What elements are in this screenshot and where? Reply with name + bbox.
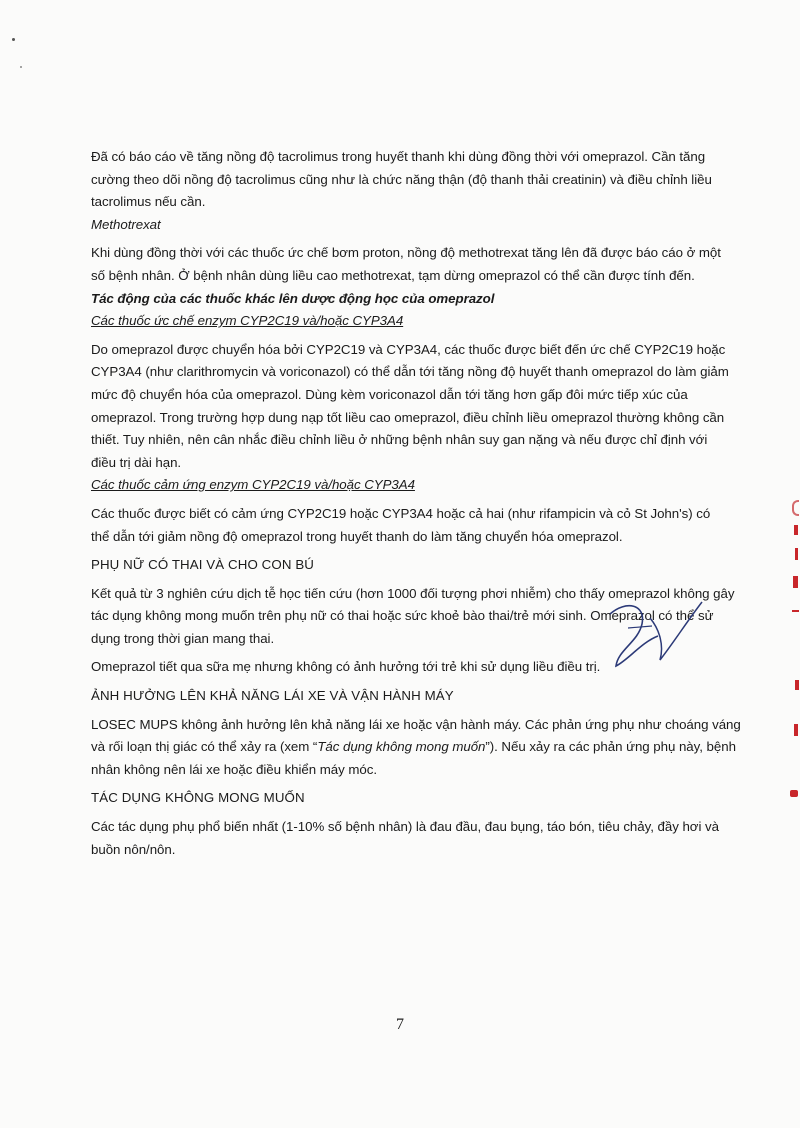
text-line: TÁC DỤNG KHÔNG MONG MUỐN bbox=[91, 790, 305, 806]
text-line: cường theo dõi nồng độ tacrolimus cũng như là chức năng thận (độ thanh thải creatinin) và điều chỉnh liều bbox=[91, 171, 712, 187]
section-heading bbox=[91, 554, 741, 577]
text-line: Các thuốc cảm ứng enzym CYP2C19 và/hoặc CYP3A4 bbox=[91, 477, 415, 493]
paragraph bbox=[91, 503, 741, 548]
paragraph bbox=[91, 339, 741, 475]
section-heading bbox=[91, 685, 741, 708]
text-line: Methotrexat bbox=[91, 216, 161, 232]
page-number: 7 bbox=[396, 1016, 404, 1033]
paragraph bbox=[91, 146, 741, 214]
stamp-edge-mark bbox=[790, 790, 798, 797]
text-line: PHỤ NỮ CÓ THAI VÀ CHO CON BÚ bbox=[91, 557, 314, 573]
text-line: CYP3A4 (như clarithromycin và voriconazol) có thể dẫn tới tăng nồng độ huyết thanh omeprazol do làm giảm bbox=[91, 364, 729, 380]
text-line: dụng trong thời gian mang thai. bbox=[91, 630, 275, 646]
stamp-edge-mark bbox=[794, 525, 798, 535]
subsection-title bbox=[91, 474, 741, 497]
scan-speck bbox=[12, 38, 15, 41]
stamp-edge-mark bbox=[794, 724, 798, 736]
subheading bbox=[91, 214, 741, 237]
text-line: thiết. Tuy nhiên, nên cân nhắc điều chỉnh liều ở những bệnh nhân suy gan nặng và nếu được chỉ định với bbox=[91, 432, 708, 448]
document-body bbox=[91, 146, 741, 861]
subsection-title bbox=[91, 288, 741, 311]
text-line: thể dẫn tới giảm nồng độ omeprazol trong huyết thanh do làm tăng chuyển hóa omeprazol. bbox=[91, 528, 623, 544]
stamp-edge-mark bbox=[795, 548, 798, 560]
handwritten-signature bbox=[598, 590, 708, 680]
text-line: Tác động của các thuốc khác lên dược động học của omeprazol bbox=[91, 290, 495, 306]
text-line: tác dụng không mong muốn trên phụ nữ có thai hoặc sức khoẻ bào thai/trẻ mới sinh. Omeprazol có thể sử bbox=[91, 608, 714, 624]
stamp-edge-mark bbox=[792, 500, 799, 516]
text-line: Omeprazol tiết qua sữa mẹ nhưng không có ảnh hưởng tới trẻ khi sử dụng liều điều trị. bbox=[91, 659, 601, 675]
text-line: buồn nôn/nôn. bbox=[91, 841, 176, 857]
text-line: Đã có báo cáo về tăng nồng độ tacrolimus trong huyết thanh khi dùng đồng thời với omeprazol. Cần tăng bbox=[91, 149, 706, 164]
text-segment: ”). Nếu xảy ra các phản ứng phụ này, bệnh nhân không nên lái xe hoặc điều khiển máy móc. bbox=[91, 739, 736, 777]
text-line: omeprazol. Trong trường hợp dung nạp tốt liều cao omeprazol, điều chỉnh liều omeprazol thường không cần bbox=[91, 409, 725, 425]
stamp-edge-mark bbox=[795, 680, 799, 690]
paragraph bbox=[91, 714, 741, 782]
text-line: Các thuốc ức chế enzym CYP2C19 và/hoặc CYP3A4 bbox=[91, 313, 404, 329]
text-line: tacrolimus nếu cần. bbox=[91, 194, 206, 210]
stamp-edge-mark bbox=[793, 576, 798, 588]
text-line: Khi dùng đồng thời với các thuốc ức chế bơm proton, nồng độ methotrexat tăng lên đã được báo cáo ở một bbox=[91, 245, 721, 261]
text-line: mức độ chuyển hóa của omeprazol. Dùng kèm voriconazol dẫn tới tăng hơn gấp đôi mức tiếp xúc của bbox=[91, 386, 688, 402]
paragraph bbox=[91, 816, 741, 861]
text-line: ẢNH HƯỞNG LÊN KHẢ NĂNG LÁI XE VÀ VẬN HÀNH MÁY bbox=[91, 688, 454, 704]
text-line: điều trị dài hạn. bbox=[91, 454, 182, 470]
stamp-edge-mark bbox=[792, 610, 799, 612]
text-line: số bệnh nhân. Ở bệnh nhân dùng liều cao methotrexat, tạm dừng omeprazol có thể cần được tính đến. bbox=[91, 267, 695, 283]
text-line: Kết quả từ 3 nghiên cứu dịch tễ học tiến cứu (hơn 1000 đối tượng phơi nhiễm) cho thấy omeprazol không gây bbox=[91, 585, 735, 601]
subsection-title bbox=[91, 310, 741, 333]
text-line: Do omeprazol được chuyển hóa bởi CYP2C19 và CYP3A4, các thuốc được biết đến ức chế CYP2C19 hoặc bbox=[91, 341, 726, 357]
text-segment: LOSEC MUPS không ảnh hưởng lên khả năng lái xe hoặc vận hành máy. Các phản ứng phụ như choáng váng và rối loạn thị giác có thể xảy ra (xem “ bbox=[91, 716, 741, 755]
scan-speck bbox=[20, 66, 22, 68]
cross-reference: Tác dụng không mong muốn bbox=[317, 739, 486, 755]
text-line: Các thuốc được biết có cảm ứng CYP2C19 hoặc CYP3A4 hoặc cả hai (như rifampicin và cỏ St John's) có bbox=[91, 505, 711, 521]
paragraph bbox=[91, 242, 741, 287]
text-line: Các tác dụng phụ phổ biến nhất (1-10% số bệnh nhân) là đau đầu, đau bụng, táo bón, tiêu chảy, đầy hơi và bbox=[91, 819, 719, 835]
section-heading bbox=[91, 787, 741, 810]
